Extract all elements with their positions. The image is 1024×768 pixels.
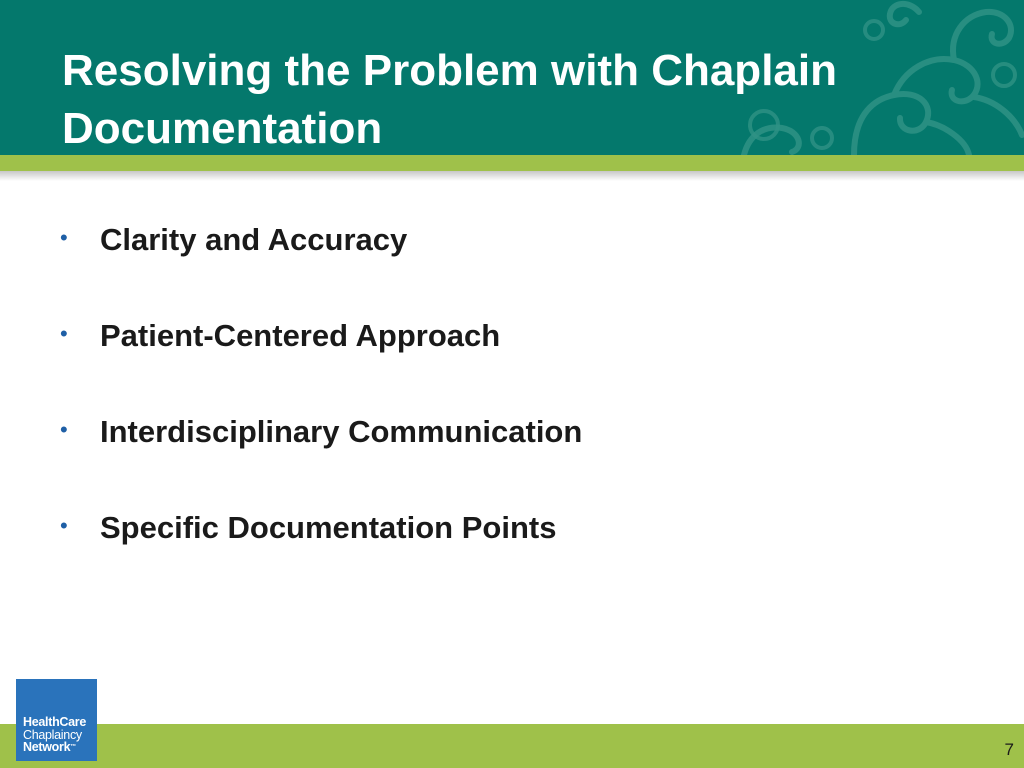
- bullet-icon: •: [60, 321, 68, 346]
- bullet-text: Interdisciplinary Communication: [100, 414, 583, 449]
- page-title: Resolving the Problem with Chaplain Documentation: [62, 46, 837, 153]
- page-number: 7: [1004, 740, 1014, 759]
- bullet-text: Specific Documentation Points: [100, 510, 557, 545]
- bullet-icon: •: [60, 417, 68, 442]
- footer-band: [0, 724, 1024, 768]
- list-item: [60, 218, 582, 314]
- trademark-mark: ™: [70, 744, 76, 750]
- title-accent-band: [0, 155, 1024, 171]
- list-item: [60, 410, 582, 506]
- healthcare-chaplaincy-network-logo: [16, 679, 97, 761]
- list-item: [60, 314, 582, 410]
- logo-line-3-text: Network: [23, 740, 71, 754]
- bullet-text: Clarity and Accuracy: [100, 222, 408, 257]
- logo-line-3: [23, 741, 97, 754]
- title-bar: [0, 0, 1024, 155]
- list-item: [60, 506, 582, 602]
- bullet-text: Patient-Centered Approach: [100, 318, 501, 353]
- logo-line-1: HealthCare: [23, 715, 86, 729]
- bullet-icon: •: [60, 225, 68, 250]
- logo-line-2: Chaplaincy: [23, 727, 82, 742]
- bullet-icon: •: [60, 513, 68, 538]
- bullet-list: [60, 218, 582, 602]
- band-shadow: [0, 171, 1024, 181]
